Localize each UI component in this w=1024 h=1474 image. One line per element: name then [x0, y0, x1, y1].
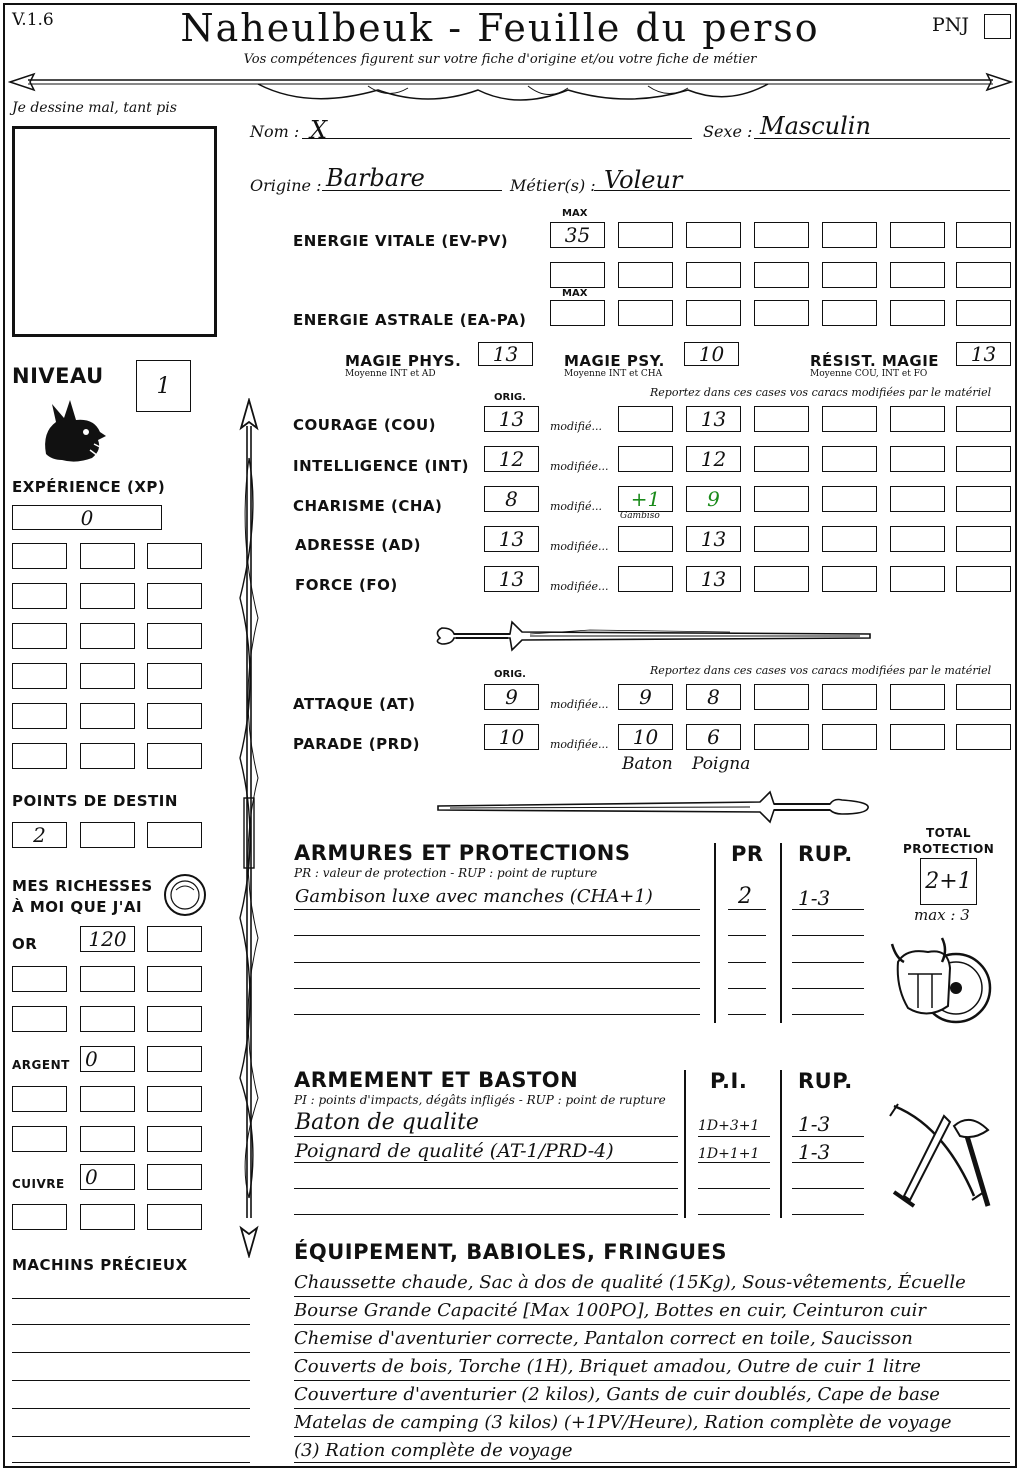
stat-label: COURAGE (COU)	[293, 416, 437, 434]
armure-line[interactable]	[294, 935, 700, 936]
nom-value: X	[310, 116, 328, 144]
stat-final-box[interactable]	[686, 566, 741, 592]
arme-item-pi: 1D+3+1	[698, 1118, 760, 1134]
stat-extra-box[interactable]	[754, 566, 809, 592]
equipement-line-text: Chaussette chaude, Sac à dos de qualité (15Kg), Sous-vêtements, Écuelle	[294, 1272, 966, 1293]
combat-extra-box[interactable]	[822, 724, 877, 750]
stat-modif-label: modifiée...	[550, 460, 609, 473]
ea-label: ENERGIE ASTRALE (EA-PA)	[293, 311, 527, 329]
sword-icon	[430, 782, 875, 832]
stat-orig-value: 8	[505, 487, 518, 511]
resist-magie-box[interactable]	[956, 342, 1011, 366]
xp-value: 0	[80, 505, 94, 530]
resist-magie-label: RÉSIST. MAGIE	[810, 352, 940, 370]
combat-extra-box[interactable]	[754, 724, 809, 750]
stat-orig-value: 13	[498, 527, 525, 551]
equipement-line-text: Matelas de camping (3 kilos) (+1PV/Heure), Ration complète de voyage	[294, 1412, 952, 1433]
arme-rup-line[interactable]	[792, 1162, 864, 1163]
xp-grid-box[interactable]	[80, 703, 135, 729]
stats-orig-label: ORIG.	[494, 392, 526, 403]
magie-psy-note: Moyenne INT et CHA	[564, 369, 663, 379]
ev-box-4[interactable]	[754, 222, 809, 248]
xp-grid-box[interactable]	[12, 623, 67, 649]
sexe-label: Sexe :	[703, 122, 753, 141]
magie-phys-note: Moyenne INT et AD	[345, 369, 436, 379]
magie-phys-label: MAGIE PHYS.	[345, 352, 462, 370]
ev-box-14[interactable]	[956, 262, 1011, 288]
argent-box[interactable]	[80, 1046, 135, 1072]
armure-item-rup: 1-3	[798, 886, 831, 910]
stat-final-box[interactable]	[686, 406, 741, 432]
stat-extra-box[interactable]	[754, 446, 809, 472]
xp-grid-box[interactable]	[12, 543, 67, 569]
stat-modif-label: modifiée...	[550, 540, 609, 553]
xp-label: EXPÉRIENCE (XP)	[12, 478, 166, 496]
xp-grid-box[interactable]	[80, 743, 135, 769]
argent-box[interactable]	[147, 1086, 202, 1112]
ev-box-8[interactable]	[550, 262, 605, 288]
arme-pi-line[interactable]	[698, 1162, 770, 1163]
stat-extra-box[interactable]	[822, 526, 877, 552]
stat-label: INTELLIGENCE (INT)	[293, 457, 469, 475]
magie-phys-box[interactable]	[478, 342, 533, 366]
stat-final-box[interactable]	[686, 486, 741, 512]
ev-max-box[interactable]	[550, 222, 605, 248]
or-box[interactable]	[147, 966, 202, 992]
machins-label: MACHINS PRÉCIEUX	[12, 1256, 188, 1274]
argent-box[interactable]	[147, 1046, 202, 1072]
combat-v2-value: 8	[707, 685, 720, 709]
or-box[interactable]	[80, 966, 135, 992]
armement-pi-label: P.I.	[710, 1069, 748, 1093]
combat-orig-value: 9	[505, 685, 518, 709]
ea-max-box[interactable]	[550, 300, 605, 326]
argent-value: 0	[85, 1047, 98, 1071]
richesses-label-1: MES RICHESSES	[12, 877, 153, 895]
combat-v1-box[interactable]	[618, 724, 673, 750]
armures-rup-label: RUP.	[798, 842, 853, 866]
stat-extra-box[interactable]	[956, 406, 1011, 432]
pnj-label: PNJ	[932, 14, 970, 36]
stats-report-note: Reportez dans ces cases vos caracs modifiées par le matériel	[650, 386, 992, 399]
stat-orig-value: 12	[498, 447, 525, 471]
ea-box-4[interactable]	[754, 300, 809, 326]
cha-mod-note: Gambiso	[620, 511, 660, 521]
armure-pr-line[interactable]	[728, 962, 766, 963]
stat-extra-box[interactable]	[890, 406, 945, 432]
sexe-field[interactable]	[754, 112, 1010, 139]
stat-modif-label: modifié...	[550, 420, 602, 433]
arme-rup-line[interactable]	[792, 1214, 864, 1215]
armement-col-divider	[780, 1070, 782, 1218]
destin-box[interactable]	[80, 822, 135, 848]
xp-grid-box[interactable]	[12, 743, 67, 769]
combat-extra-box[interactable]	[890, 684, 945, 710]
combat-v2-value: 6	[707, 725, 720, 749]
niveau-value: 1	[156, 373, 171, 399]
stat-mod-box[interactable]	[618, 406, 673, 432]
stat-final-value: 13	[700, 407, 727, 431]
xp-grid-box[interactable]	[12, 663, 67, 689]
combat-extra-box[interactable]	[956, 684, 1011, 710]
arme-pi-line[interactable]	[698, 1136, 770, 1137]
equipement-title: ÉQUIPEMENT, BABIOLES, FRINGUES	[294, 1240, 727, 1264]
stat-extra-box[interactable]	[822, 406, 877, 432]
or-box[interactable]	[147, 926, 202, 952]
equipement-line[interactable]	[294, 1300, 1010, 1325]
xp-grid-box[interactable]	[12, 583, 67, 609]
equipement-line[interactable]	[294, 1440, 1010, 1463]
stat-extra-box[interactable]	[754, 526, 809, 552]
armure-pr-line[interactable]	[728, 988, 766, 989]
armures-title: ARMURES ET PROTECTIONS	[294, 841, 631, 865]
ev-box-3[interactable]	[686, 222, 741, 248]
combat-orig-box[interactable]	[484, 724, 539, 750]
armement-col-divider	[684, 1070, 686, 1218]
ev-box-9[interactable]	[618, 262, 673, 288]
armure-line[interactable]	[294, 988, 700, 989]
ev-box-11[interactable]	[754, 262, 809, 288]
richesses-label-2: À MOI QUE J'AI	[12, 898, 143, 916]
stat-orig-box[interactable]	[484, 566, 539, 592]
niveau-box[interactable]	[136, 360, 191, 412]
destin-box[interactable]	[12, 822, 67, 848]
or-box[interactable]	[80, 1006, 135, 1032]
xp-grid-box[interactable]	[147, 703, 202, 729]
equipement-line-text: Couverts de bois, Torche (1H), Briquet amadou, Outre de cuir 1 litre	[294, 1356, 921, 1377]
origine-value: Barbare	[326, 164, 425, 192]
armures-col-divider	[714, 843, 716, 1023]
equipement-line-text: Bourse Grande Capacité [Max 100PO], Bottes en cuir, Ceinturon cuir	[294, 1300, 927, 1321]
stat-extra-box[interactable]	[822, 486, 877, 512]
armure-pr-line[interactable]	[728, 909, 766, 910]
arme-item-name: Baton de qualite	[295, 1110, 479, 1135]
ev-max-label: MAX	[562, 208, 588, 219]
combat-v1-value: 9	[639, 685, 652, 709]
armement-rup-label: RUP.	[798, 1069, 853, 1093]
ev-box-10[interactable]	[686, 262, 741, 288]
combat-col1-note: Baton	[622, 754, 673, 774]
nom-label: Nom :	[250, 122, 300, 141]
origine-field[interactable]	[322, 164, 502, 191]
armure-line[interactable]	[294, 1014, 700, 1015]
stat-extra-box[interactable]	[822, 446, 877, 472]
combat-orig-value: 10	[498, 725, 525, 749]
armure-pr-line[interactable]	[728, 1014, 766, 1015]
argent-box[interactable]	[80, 1126, 135, 1152]
stat-extra-box[interactable]	[822, 566, 877, 592]
armure-item-name: Gambison luxe avec manches (CHA+1)	[295, 886, 653, 907]
total-protection-max: max : 3	[914, 906, 970, 924]
ea-box-7[interactable]	[956, 300, 1011, 326]
xp-grid-box[interactable]	[147, 583, 202, 609]
cuivre-box[interactable]	[147, 1164, 202, 1190]
cuivre-box[interactable]	[12, 1204, 67, 1230]
stat-extra-box[interactable]	[890, 486, 945, 512]
arme-item-rup: 1-3	[798, 1140, 831, 1164]
xp-grid-box[interactable]	[147, 543, 202, 569]
stat-extra-box[interactable]	[754, 406, 809, 432]
ev-box-2[interactable]	[618, 222, 673, 248]
or-box[interactable]	[12, 966, 67, 992]
combat-modif-label: modifiée...	[550, 738, 609, 751]
sheet-subtitle: Vos compétences figurent sur votre fiche d'origine et/ou votre fiche de métier	[243, 52, 757, 67]
metier-label: Métier(s) :	[510, 176, 596, 195]
stat-label: CHARISME (CHA)	[293, 497, 443, 515]
equipement-line[interactable]	[294, 1356, 1010, 1381]
ea-max-label: MAX	[562, 288, 588, 299]
argent-box[interactable]	[147, 1126, 202, 1152]
armure-rup-line[interactable]	[792, 988, 864, 989]
nom-field[interactable]	[302, 116, 692, 144]
xp-grid-box[interactable]	[147, 663, 202, 689]
armure-pr-line[interactable]	[728, 935, 766, 936]
arme-line[interactable]	[294, 1162, 678, 1163]
sheet-title: Naheulbeuk - Feuille du perso	[180, 6, 820, 50]
stat-mod-box[interactable]	[618, 486, 673, 512]
total-protection-label-2: PROTECTION	[903, 842, 995, 856]
argent-box[interactable]	[12, 1086, 67, 1112]
stat-extra-box[interactable]	[890, 566, 945, 592]
xp-grid-box[interactable]	[80, 663, 135, 689]
ev-box-7[interactable]	[956, 222, 1011, 248]
ev-label: ENERGIE VITALE (EV-PV)	[293, 232, 509, 250]
machins-line[interactable]	[12, 1380, 250, 1381]
stat-final-value: 13	[700, 527, 727, 551]
armement-title: ARMEMENT ET BASTON	[294, 1068, 579, 1092]
stat-orig-box[interactable]	[484, 486, 539, 512]
or-box[interactable]	[12, 1006, 67, 1032]
combat-orig-box[interactable]	[484, 684, 539, 710]
stat-modif-label: modifiée...	[550, 580, 609, 593]
stat-extra-box[interactable]	[890, 446, 945, 472]
combat-report-note: Reportez dans ces cases vos caracs modifiées par le matériel	[650, 664, 992, 677]
magie-psy-label: MAGIE PSY.	[564, 352, 665, 370]
machins-line[interactable]	[12, 1298, 250, 1299]
equipement-line[interactable]	[294, 1384, 1010, 1409]
stat-mod-box[interactable]	[618, 526, 673, 552]
arme-line[interactable]	[294, 1188, 678, 1189]
stat-final-value: 13	[700, 567, 727, 591]
stat-extra-box[interactable]	[956, 486, 1011, 512]
machins-line[interactable]	[12, 1408, 250, 1409]
weapons-icon	[884, 1096, 1002, 1216]
total-protection-value: 2+1	[925, 869, 972, 894]
destin-value: 2	[33, 823, 46, 847]
arme-rup-line[interactable]	[792, 1188, 864, 1189]
or-label: OR	[12, 935, 38, 953]
ea-box-2[interactable]	[618, 300, 673, 326]
arme-rup-line[interactable]	[792, 1136, 864, 1137]
stat-extra-box[interactable]	[754, 486, 809, 512]
stat-orig-value: 13	[498, 407, 525, 431]
ev-box-5[interactable]	[822, 222, 877, 248]
machins-line[interactable]	[12, 1324, 250, 1325]
magie-psy-value: 10	[698, 342, 725, 366]
or-box[interactable]	[80, 926, 135, 952]
xp-grid-box[interactable]	[147, 743, 202, 769]
machins-line[interactable]	[12, 1462, 250, 1463]
stat-orig-value: 13	[498, 567, 525, 591]
ev-box-12[interactable]	[822, 262, 877, 288]
stat-final-value: 9	[707, 487, 720, 511]
coin-icon	[162, 872, 208, 918]
resist-magie-note: Moyenne COU, INT et FO	[810, 369, 928, 379]
stat-extra-box[interactable]	[956, 446, 1011, 472]
ea-box-3[interactable]	[686, 300, 741, 326]
combat-v2-box[interactable]	[686, 724, 741, 750]
destin-box[interactable]	[147, 822, 202, 848]
portrait-box[interactable]	[12, 126, 217, 337]
stat-orig-box[interactable]	[484, 406, 539, 432]
xp-grid-box[interactable]	[147, 623, 202, 649]
combat-extra-box[interactable]	[890, 724, 945, 750]
stat-mod-value: +1	[630, 487, 661, 511]
equipement-line-text: Chemise d'aventurier correcte, Pantalon correct en toile, Saucisson	[294, 1328, 913, 1349]
stat-orig-box[interactable]	[484, 446, 539, 472]
stat-extra-box[interactable]	[956, 566, 1011, 592]
combat-extra-box[interactable]	[754, 684, 809, 710]
armure-rup-line[interactable]	[792, 1014, 864, 1015]
combat-label: PARADE (PRD)	[293, 735, 421, 753]
metier-value: Voleur	[604, 166, 683, 194]
cuivre-box[interactable]	[80, 1204, 135, 1230]
arme-item-rup: 1-3	[798, 1112, 831, 1136]
arme-line[interactable]	[294, 1136, 678, 1137]
armement-note: PI : points d'impacts, dégâts infligés - RUP : point de rupture	[294, 1093, 666, 1107]
armures-note: PR : valeur de protection - RUP : point de rupture	[294, 866, 598, 880]
cuivre-label: CUIVRE	[12, 1177, 65, 1191]
combat-extra-box[interactable]	[956, 724, 1011, 750]
machins-line[interactable]	[12, 1436, 250, 1437]
stat-modif-label: modifié...	[550, 500, 602, 513]
combat-orig-label: ORIG.	[494, 669, 526, 680]
version-label: V.1.6	[12, 10, 54, 30]
arme-item-name: Poignard de qualité (AT-1/PRD-4)	[295, 1140, 614, 1162]
cuivre-box[interactable]	[147, 1204, 202, 1230]
sword-icon	[430, 610, 875, 660]
arme-item-pi: 1D+1+1	[698, 1146, 760, 1162]
armure-line[interactable]	[294, 909, 700, 910]
stat-final-box[interactable]	[686, 446, 741, 472]
combat-extra-box[interactable]	[822, 684, 877, 710]
ea-box-6[interactable]	[890, 300, 945, 326]
helmet-shield-icon	[888, 928, 998, 1038]
ea-box-5[interactable]	[822, 300, 877, 326]
machins-line[interactable]	[12, 1352, 250, 1353]
arme-pi-line[interactable]	[698, 1214, 770, 1215]
equipement-line-text: (3) Ration complète de voyage	[294, 1440, 573, 1461]
combat-modif-label: modifiée...	[550, 698, 609, 711]
ev-box-6[interactable]	[890, 222, 945, 248]
xp-grid-box[interactable]	[80, 543, 135, 569]
stat-label: ADRESSE (AD)	[295, 536, 422, 554]
stat-orig-box[interactable]	[484, 526, 539, 552]
armures-col-divider	[780, 843, 782, 1023]
argent-box[interactable]	[12, 1126, 67, 1152]
ev-max-value: 35	[564, 223, 591, 247]
cuivre-value: 0	[85, 1165, 98, 1189]
total-protection-box[interactable]	[920, 858, 977, 905]
origine-label: Origine :	[250, 176, 322, 195]
armure-line[interactable]	[294, 962, 700, 963]
destin-label: POINTS DE DESTIN	[12, 792, 178, 810]
armure-rup-line[interactable]	[792, 935, 864, 936]
pnj-checkbox[interactable]	[984, 14, 1011, 39]
stat-final-value: 12	[700, 447, 727, 471]
metier-field[interactable]	[594, 166, 1010, 194]
argent-label: ARGENT	[12, 1058, 70, 1072]
resist-magie-value: 13	[970, 342, 997, 366]
combat-v1-box[interactable]	[618, 684, 673, 710]
stat-extra-box[interactable]	[890, 526, 945, 552]
equipement-line[interactable]	[294, 1272, 1010, 1297]
armure-rup-line[interactable]	[792, 962, 864, 963]
combat-col2-note: Poigna	[692, 754, 751, 774]
stat-label: FORCE (FO)	[295, 576, 398, 594]
stat-final-box[interactable]	[686, 526, 741, 552]
xp-grid-box[interactable]	[80, 583, 135, 609]
equipement-line[interactable]	[294, 1328, 1010, 1353]
portrait-caption: Je dessine mal, tant pis	[12, 100, 177, 116]
combat-label: ATTAQUE (AT)	[293, 695, 416, 713]
spear-icon	[226, 398, 272, 1258]
stat-mod-box[interactable]	[618, 446, 673, 472]
equipement-line[interactable]	[294, 1412, 1010, 1437]
arme-line[interactable]	[294, 1214, 678, 1215]
xp-grid-box[interactable]	[80, 623, 135, 649]
stat-extra-box[interactable]	[956, 526, 1011, 552]
or-value: 120	[88, 927, 127, 951]
niveau-label: NIVEAU	[12, 364, 104, 388]
xp-grid-box[interactable]	[12, 703, 67, 729]
or-box[interactable]	[147, 1006, 202, 1032]
ev-box-13[interactable]	[890, 262, 945, 288]
sexe-value: Masculin	[760, 112, 871, 140]
combat-v1-value: 10	[632, 725, 659, 749]
cuivre-box[interactable]	[80, 1164, 135, 1190]
magie-phys-value: 13	[492, 342, 519, 366]
equipement-line-text: Couverture d'aventurier (2 kilos), Gants de cuir doublés, Cape de base	[294, 1384, 940, 1405]
argent-box[interactable]	[80, 1086, 135, 1112]
xp-box[interactable]	[12, 505, 162, 530]
dragon-icon	[36, 392, 108, 464]
arme-pi-line[interactable]	[698, 1188, 770, 1189]
magie-psy-box[interactable]	[684, 342, 739, 366]
armure-rup-line[interactable]	[792, 909, 864, 910]
combat-v2-box[interactable]	[686, 684, 741, 710]
armure-item-pr: 2	[738, 884, 752, 909]
stat-mod-box[interactable]	[618, 566, 673, 592]
total-protection-label-1: TOTAL	[926, 826, 972, 840]
armures-pr-label: PR	[731, 842, 764, 866]
